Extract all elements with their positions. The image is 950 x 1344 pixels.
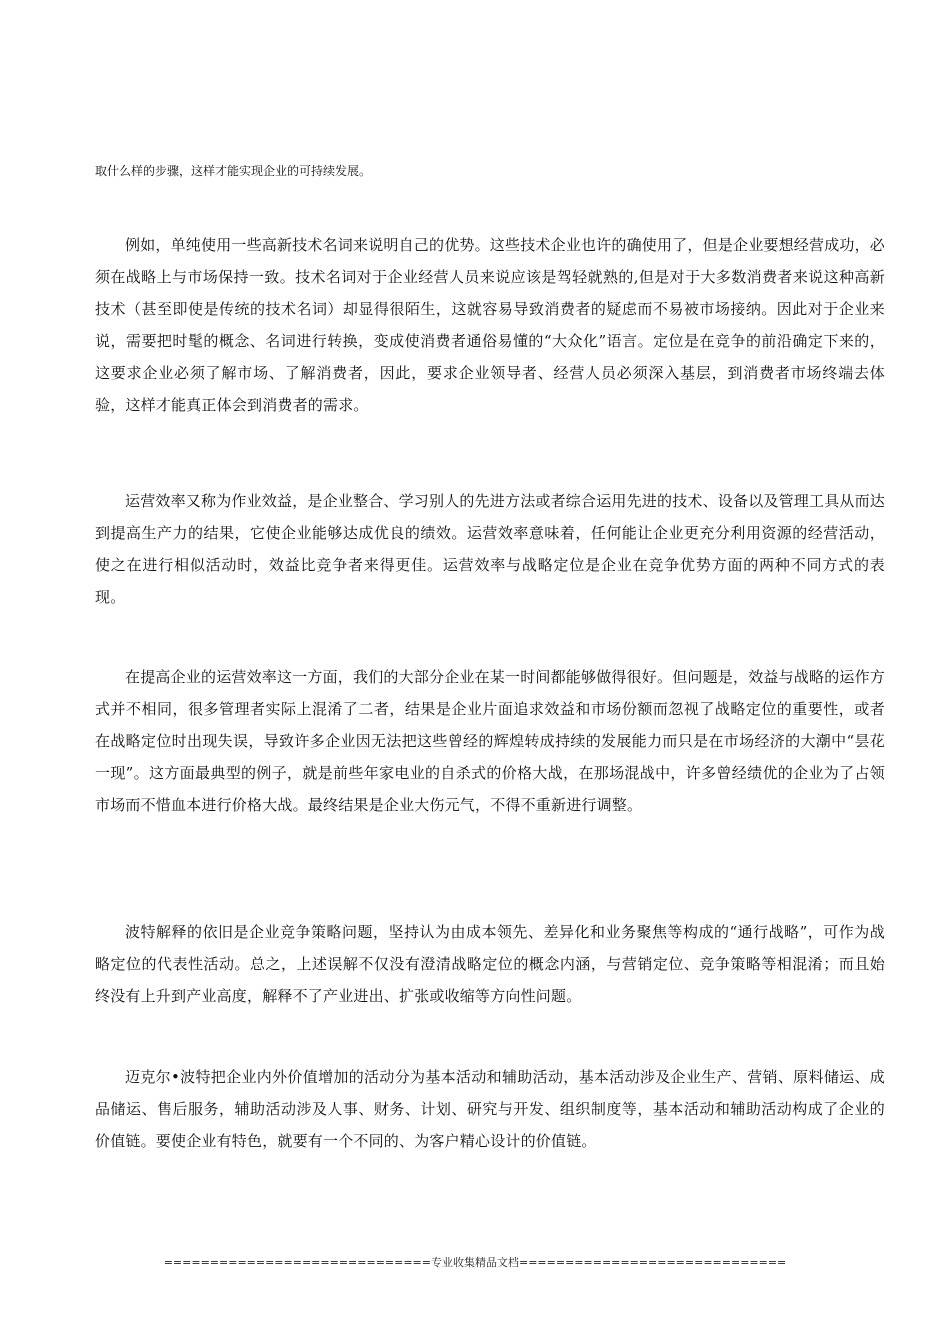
paragraph-operational-efficiency: 运营效率又称为作业效益，是企业整合、学习别人的先进方法或者综合运用先进的技术、设备以及管理工具从而达到提高生产力的结果，它使企业能够达成优良的绩效。运营效率意味着，任何能让企业更充分利用资源的经营活动，使之在进行相似活动时，效益比竞争者来得更佳。运营效率与战略定位是企业在竞争优势方面的两种不同方式的表现。 (95, 492, 886, 606)
paragraph-porter-explanation: 波特解释的依旧是企业竞争策略问题，坚持认为由成本领先、差异化和业务聚焦等构成的“通行战略”，可作为战略定位的代表性活动。总之，上述误解不仅没有澄清战略定位的概念内涵，与营销定位、竞争策略等相混淆；而且始终没有上升到产业高度，解释不了产业进出、扩张或收缩等方向性问题。 (95, 923, 885, 1005)
paragraph-positioning-terms: 例如，单纯使用一些高新技术名词来说明自己的优势。这些技术企业也许的确使用了，但是企业要想经营成功，必须在战略上与市场保持一致。技术名词对于企业经营人员来说应该是驾轻就熟的,但是对于大多数消费者来说这种高新技术（甚至即使是传统的技术名词）却显得很陌生，这就容易导致消费者的疑虑而不易被市场接纳。因此对于企业来说，需要把时髦的概念、名词进行转换，变成使消费者通俗易懂的“大众化”语言。定位是在竞争的前沿确定下来的，这要求企业必须了解市场、了解消费者，因此，要求企业领导者、经营人员必须深入基层，到消费者市场终端去体验，这样才能真正体会到消费者的需求。 (95, 236, 886, 414)
paragraph-efficiency-vs-strategy: 在提高企业的运营效率这一方面，我们的大部分企业在某一时间都能够做得很好。但问题是，效益与战略的运作方式并不相同，很多管理者实际上混淆了二者，结果是企业片面追求效益和市场份额而忽视了战略定位的重要性，或者在战略定位时出现失误，导致许多企业因无法把这些曾经的辉煌转成持续的发展能力而只是在市场经济的大潮中“昙花一现”。这方面最典型的例子，就是前些年家电业的自杀式的价格大战，在那场混战中，许多曾经绩优的企业为了占领市场而不惜血本进行价格大战。最终结果是企业大伤元气，不得不重新进行调整。 (95, 668, 886, 814)
paragraph-value-chain: 迈克尔•波特把企业内外价值增加的活动分为基本活动和辅助活动，基本活动涉及企业生产、营销、原料储运、成品储运、售后服务，辅助活动涉及人事、财务、计划、研究与开发、组织制度等，基本活动和辅助活动构成了企业的价值链。要使企业有特色，就要有一个不同的、为客户精心设计的价值链。 (95, 1068, 885, 1150)
lead-line: 取什么样的步骤，这样才能实现企业的可持续发展。 (95, 164, 372, 178)
page-footer: =============================专业收集精品文档============================= (163, 1256, 787, 1269)
